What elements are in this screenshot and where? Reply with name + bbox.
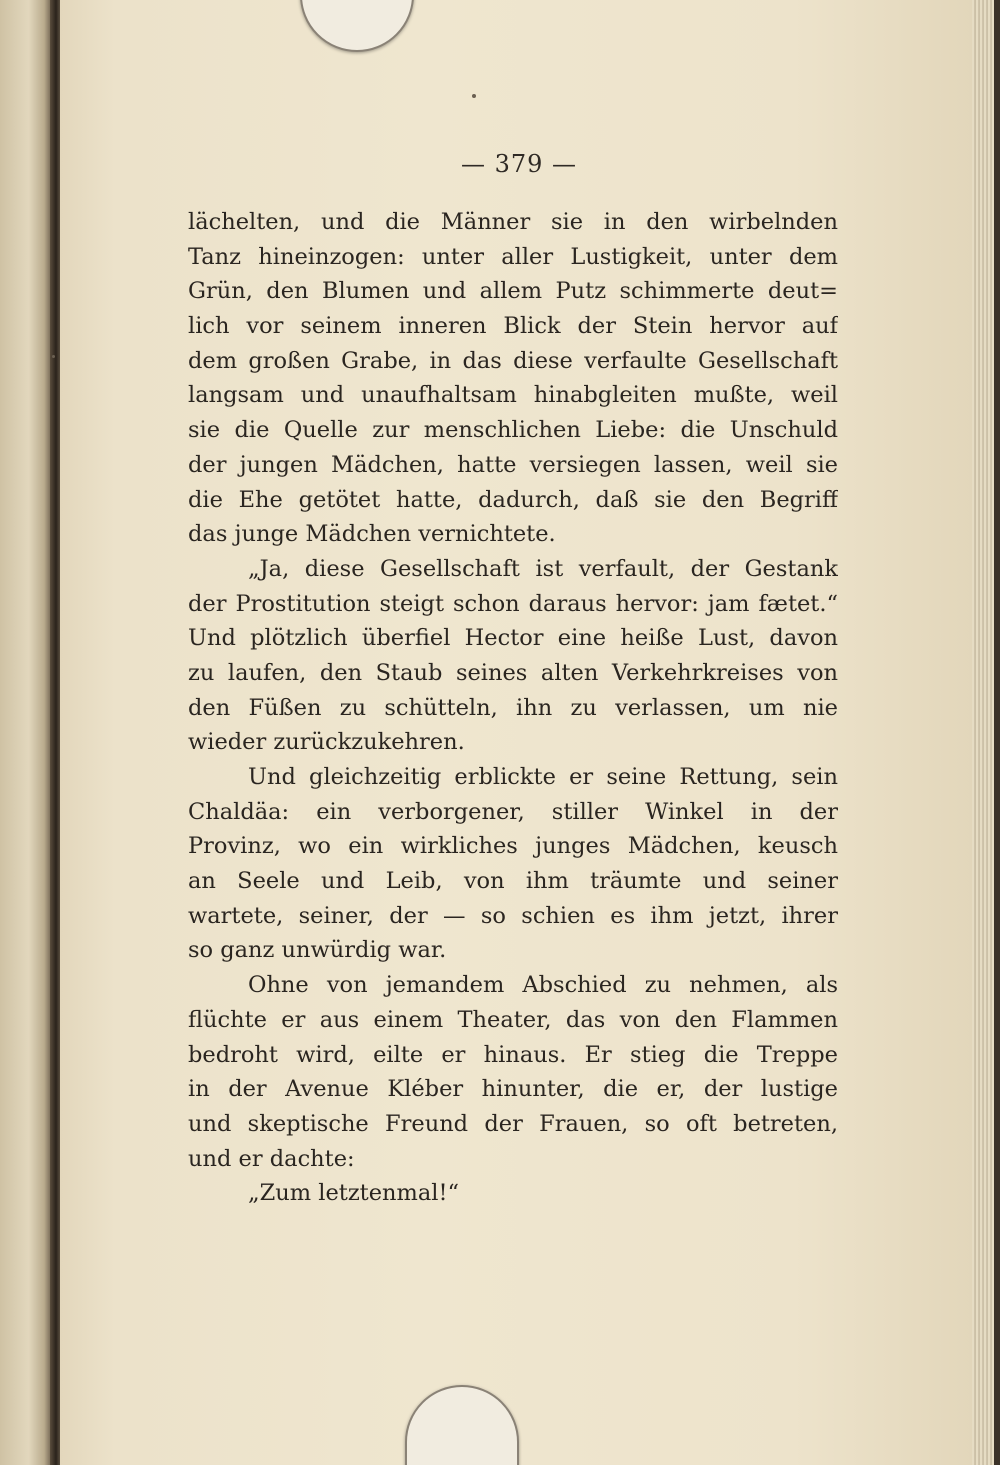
text-line: flüchte er aus einem Theater, das von den Flammen — [188, 1006, 838, 1033]
text-line: wieder zurückzukehren. — [188, 729, 465, 756]
text-line: lich vor seinem inneren Blick der Stein hervor auf — [188, 313, 838, 340]
text-line: Chaldäa: ein verborgener, stiller Winkel in der — [188, 798, 838, 825]
facing-page-edge — [0, 0, 52, 1465]
text-line: Ohne von jemandem Abschied zu nehmen, als — [248, 972, 838, 999]
text-line: „Ja, diese Gesellschaft ist verfault, der Gestank — [248, 555, 838, 582]
page-number: — 379 — — [460, 150, 578, 178]
text-line: Und plötzlich überfiel Hector eine heiße Lust, davon — [188, 625, 838, 652]
paper-speck — [52, 355, 55, 358]
body-text — [188, 205, 838, 1211]
text-line: Und gleichzeitig erblickte er seine Rettung, sein — [248, 764, 838, 790]
text-line: so ganz unwürdig war. — [188, 937, 447, 964]
text-line: Grün, den Blumen und allem Putz schimmerte deut= — [188, 278, 838, 305]
paper-speck — [472, 94, 476, 98]
text-line: Tanz hineinzogen: unter aller Lustigkeit, unter dem — [188, 243, 838, 270]
text-line: langsam und unaufhaltsam hinabgleiten mußte, weil — [188, 382, 838, 409]
text-line: lächelten, und die Männer sie in den wirbelnden — [188, 209, 838, 235]
text-line: der jungen Mädchen, hatte versiegen lassen, weil sie — [188, 451, 838, 478]
text-line: die Ehe getötet hatte, dadurch, daß sie den Begriff — [188, 486, 838, 513]
text-line: an Seele und Leib, von ihm träumte und seiner — [188, 868, 838, 895]
text-line: der Prostitution steigt schon daraus hervor: jam fætet.“ — [188, 590, 838, 617]
text-line: und skeptische Freund der Frauen, so oft betreten, — [188, 1110, 838, 1137]
text-line: „Zum letztenmal!“ — [248, 1180, 460, 1207]
scan-border — [994, 0, 1000, 1465]
book-page — [60, 0, 978, 1465]
text-line: das junge Mädchen vernichtete. — [188, 521, 556, 548]
text-line: sie die Quelle zur menschlichen Liebe: die Unschuld — [188, 417, 838, 444]
text-line: und er dachte: — [188, 1145, 355, 1172]
text-line: wartete, seiner, der — so schien es ihm jetzt, ihrer — [188, 902, 838, 929]
text-line: zu laufen, den Staub seines alten Verkehrkreises von — [188, 659, 838, 686]
text-line: Provinz, wo ein wirkliches junges Mädchen, keusch — [188, 833, 838, 860]
text-line: den Füßen zu schütteln, ihn zu verlassen, um nie — [188, 694, 838, 721]
text-line: dem großen Grabe, in das diese verfaulte Gesellschaft — [188, 347, 838, 374]
text-line: in der Avenue Kléber hinunter, die er, der lustige — [188, 1076, 838, 1103]
text-line: bedroht wird, eilte er hinaus. Er stieg die Treppe — [188, 1041, 838, 1068]
